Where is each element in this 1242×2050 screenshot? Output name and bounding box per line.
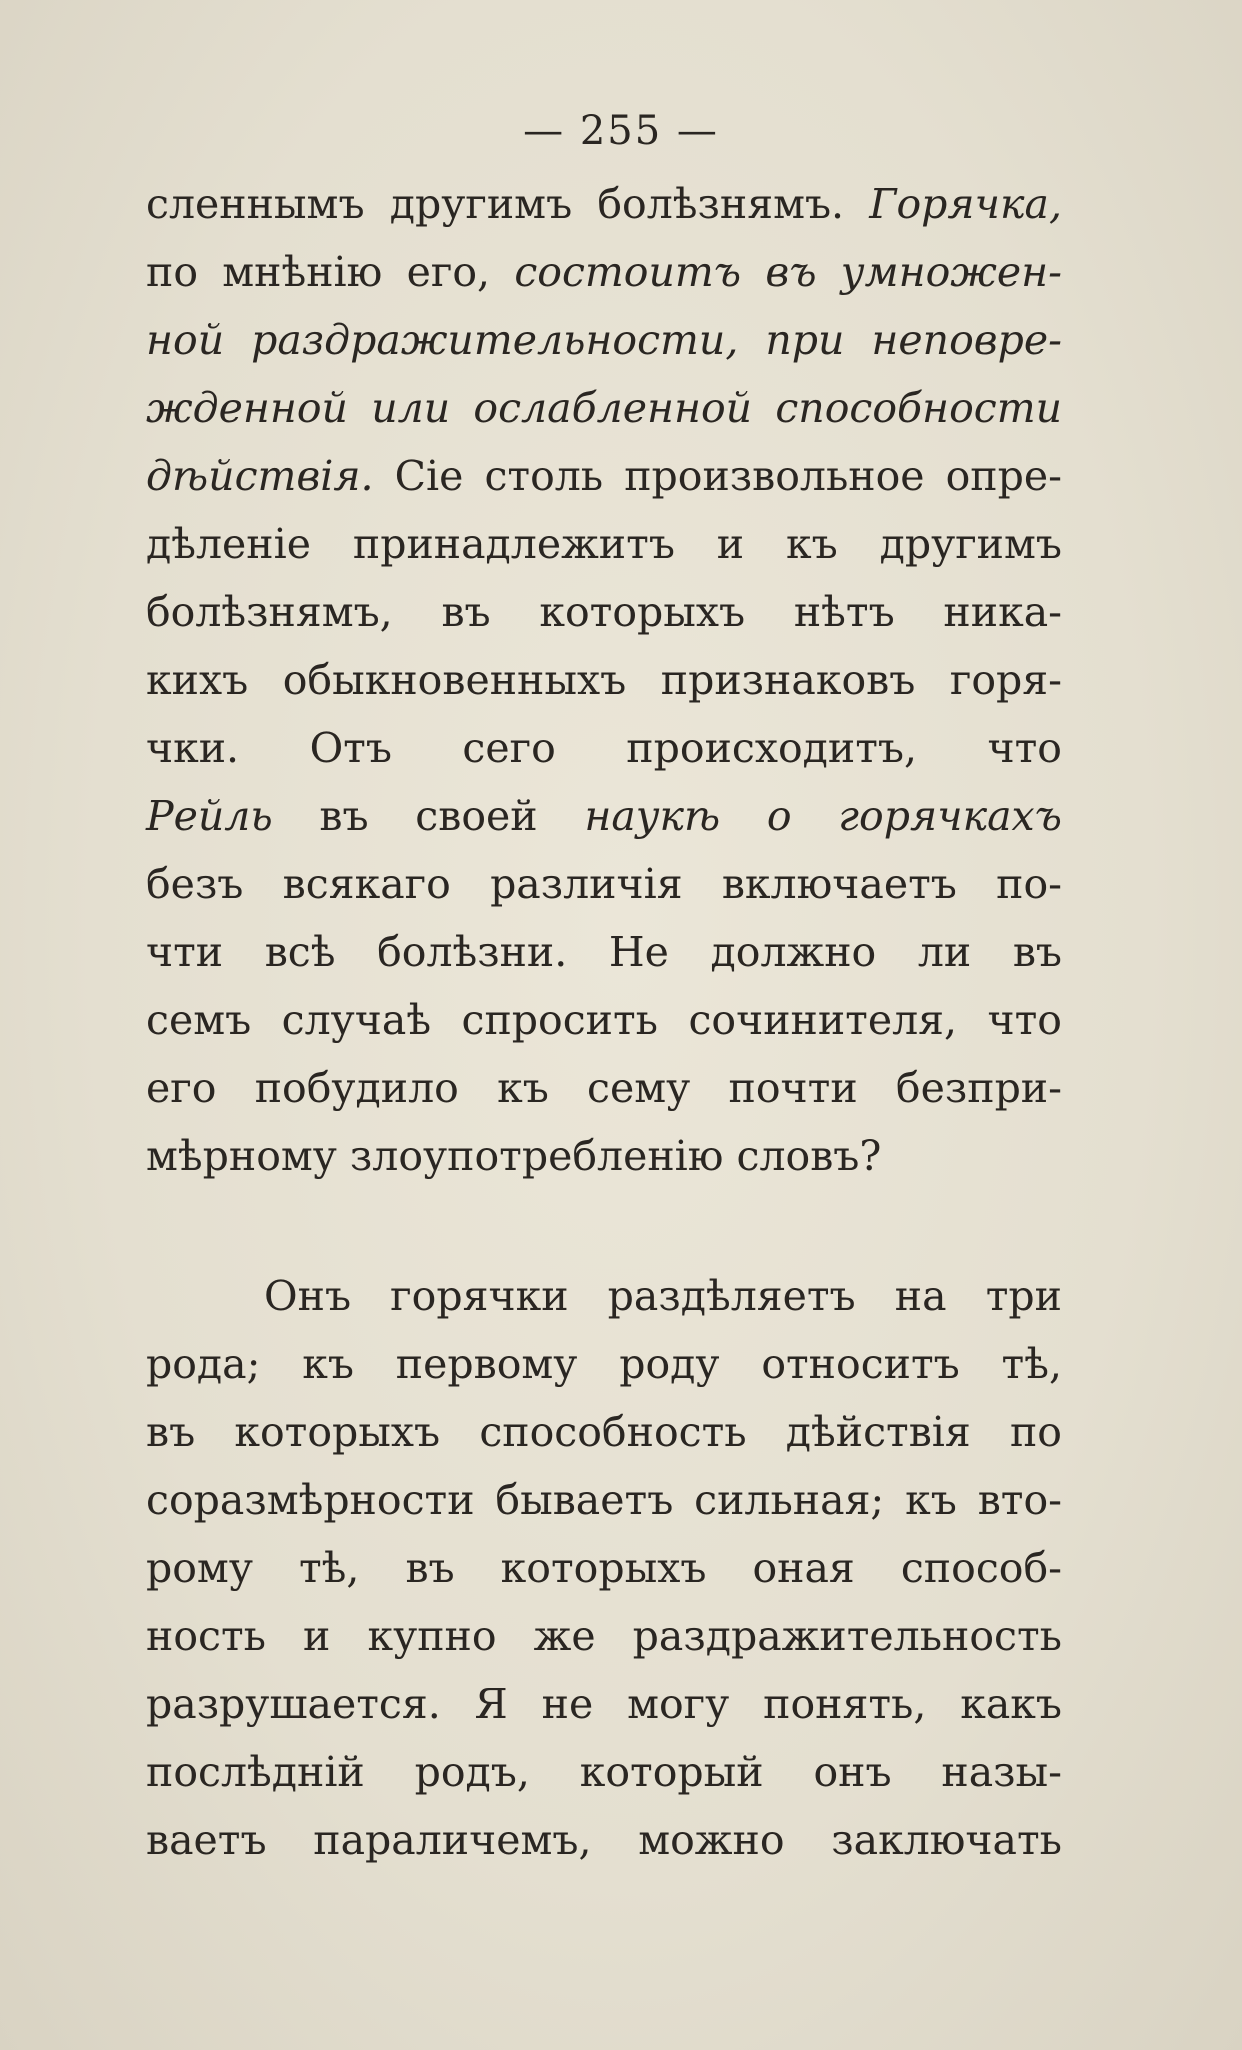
paragraph-1: [146, 170, 1062, 1190]
text-line: рому тѣ, въ которыхъ оная способ-: [146, 1544, 1062, 1592]
text-line: чки. Отъ сего происходитъ, что: [146, 724, 1062, 772]
paragraph-2: [146, 1262, 1062, 1874]
page-number: — 255 —: [523, 108, 719, 154]
text-line: болѣзнямъ, въ которыхъ нѣтъ ника-: [146, 588, 1062, 636]
text-line: дѣйствія. Сіе столь произвольное опре-: [146, 452, 1062, 500]
text-line: по мнѣнію его, состоитъ въ умножен-: [146, 248, 1062, 296]
text-line: Онъ горячки раздѣляетъ на три: [264, 1272, 1062, 1320]
text-line: кихъ обыкновенныхъ признаковъ горя-: [146, 656, 1062, 704]
text-line: послѣдній родъ, который онъ назы-: [146, 1748, 1062, 1796]
text-line: ваетъ параличемъ, можно заключать: [146, 1816, 1062, 1864]
text-line: семъ случаѣ спросить сочинителя, что: [146, 996, 1062, 1044]
text-line: рода; къ первому роду относитъ тѣ,: [146, 1340, 1062, 1388]
text-line: жденной или ослабленной способности: [146, 384, 1062, 432]
text-line: чти всѣ болѣзни. Не должно ли въ: [146, 928, 1062, 976]
text-line: Рейль въ своей наукѣ о горячкахъ: [146, 792, 1062, 840]
text-line: соразмѣрности бываетъ сильная; къ вто-: [146, 1476, 1062, 1524]
text-line: сленнымъ другимъ болѣзнямъ. Горячка,: [146, 180, 1062, 228]
text-line: разрушается. Я не могу понять, какъ: [146, 1680, 1062, 1728]
text-line: его побудило къ сему почти безпри-: [146, 1064, 1062, 1112]
text-line: дѣленіе принадлежитъ и къ другимъ: [146, 520, 1062, 568]
text-line: безъ всякаго различія включаетъ по-: [146, 860, 1062, 908]
text-line: въ которыхъ способность дѣйствія по: [146, 1408, 1062, 1456]
text-line: ность и купно же раздражительность: [146, 1612, 1062, 1660]
text-line: мѣрному злоупотребленію словъ?: [146, 1132, 882, 1180]
text-line: ной раздражительности, при неповре-: [146, 316, 1062, 364]
